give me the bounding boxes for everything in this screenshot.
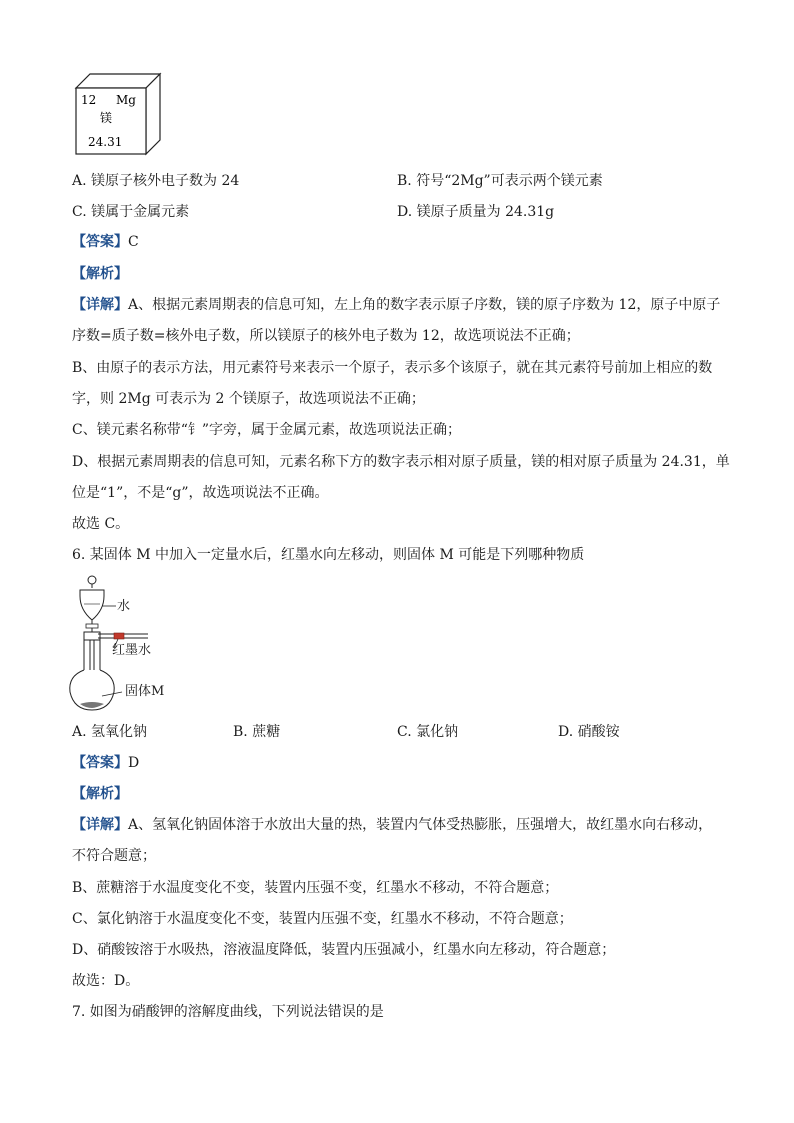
q5-option-c: C. 镁属于金属元素 [72, 204, 190, 220]
detail-tag: 【详解】 [72, 817, 128, 833]
q6-conclusion: 故选：D。 [72, 973, 140, 989]
q5-detail-line: 【详解】A、根据元素周期表的信息可知，左上角的数字表示原子序数，镁的原子序数为 12，原子中原子 [72, 297, 721, 313]
q6-option-d: D. 硝酸铵 [558, 724, 620, 740]
label-solid-m: 固体M [125, 684, 165, 699]
q6-stem: 6. 某固体 M 中加入一定量水后，红墨水向左移动，则固体 M 可能是下列哪种物质 [72, 547, 585, 563]
answer-value: C [128, 234, 139, 250]
analysis-tag: 【解析】 [72, 266, 128, 282]
element-name: 镁 [100, 111, 113, 125]
q5-detail-line: 字，则 2Mg 可表示为 2 个镁原子，故选项说法不正确； [72, 391, 425, 407]
element-symbol: Mg [116, 93, 136, 107]
q6-option-a: A. 氢氧化钠 [72, 724, 148, 740]
q5-option-b: B. 符号“2Mg”可表示两个镁元素 [397, 173, 603, 189]
label-water: 水 [117, 599, 131, 614]
detail-tag: 【详解】 [72, 297, 128, 313]
q5-detail-line: D、根据元素周期表的信息可知，元素名称下方的数字表示相对原子质量，镁的相对原子质量为 24.31，单 [72, 454, 730, 470]
q5-detail-line: B、由原子的表示方法，用元素符号来表示一个原子，表示多个该原子，就在其元素符号前加上相应的数 [72, 360, 713, 376]
label-red-ink: 红墨水 [112, 643, 152, 658]
q5-answer [72, 232, 139, 252]
q5-conclusion: 故选 C。 [72, 516, 130, 532]
q5-detail-line: 位是“1”，不是“g”，故选项说法不正确。 [72, 485, 329, 501]
magnesium-element-card [70, 68, 166, 158]
q6-detail-line: 【详解】A、氢氧化钠固体溶于水放出大量的热，装置内气体受热膨胀，压强增大，故红墨水向右移动， [72, 817, 713, 833]
q6-detail-line: 不符合题意； [72, 848, 156, 864]
q5-analysis-heading [72, 264, 128, 284]
q6-option-b: B. 蔗糖 [233, 724, 281, 740]
q5-detail-line: C、镁元素名称带“钅”字旁，属于金属元素，故选项说法正确； [72, 422, 462, 438]
answer-tag: 【答案】 [72, 234, 128, 250]
answer-value: D [128, 755, 140, 771]
q6-analysis-heading [72, 784, 128, 804]
q5-detail-line: 序数=质子数=核外电子数，所以镁原子的核外电子数为 12，故选项说法不正确； [72, 328, 580, 344]
q6-detail-line: B、蔗糖溶于水温度变化不变，装置内压强不变，红墨水不移动，不符合题意； [72, 880, 559, 896]
q5-option-d: D. 镁原子质量为 24.31g [397, 204, 555, 220]
q6-detail-line: C、氯化钠溶于水温度变化不变，装置内压强不变，红墨水不移动，不符合题意； [72, 911, 573, 927]
atomic-number: 12 [81, 93, 97, 107]
answer-tag: 【答案】 [72, 755, 128, 771]
q7-stem: 7. 如图为硝酸钾的溶解度曲线，下列说法错误的是 [72, 1004, 384, 1020]
analysis-tag: 【解析】 [72, 786, 128, 802]
atomic-mass: 24.31 [88, 135, 123, 149]
q5-option-a: A. 镁原子核外电子数为 24 [72, 173, 240, 189]
q6-option-c: C. 氯化钠 [397, 724, 459, 740]
q6-answer [72, 753, 139, 773]
q6-detail-line: D、硝酸铵溶于水吸热，溶液温度降低，装置内压强减小，红墨水向左移动，符合题意； [72, 942, 616, 958]
